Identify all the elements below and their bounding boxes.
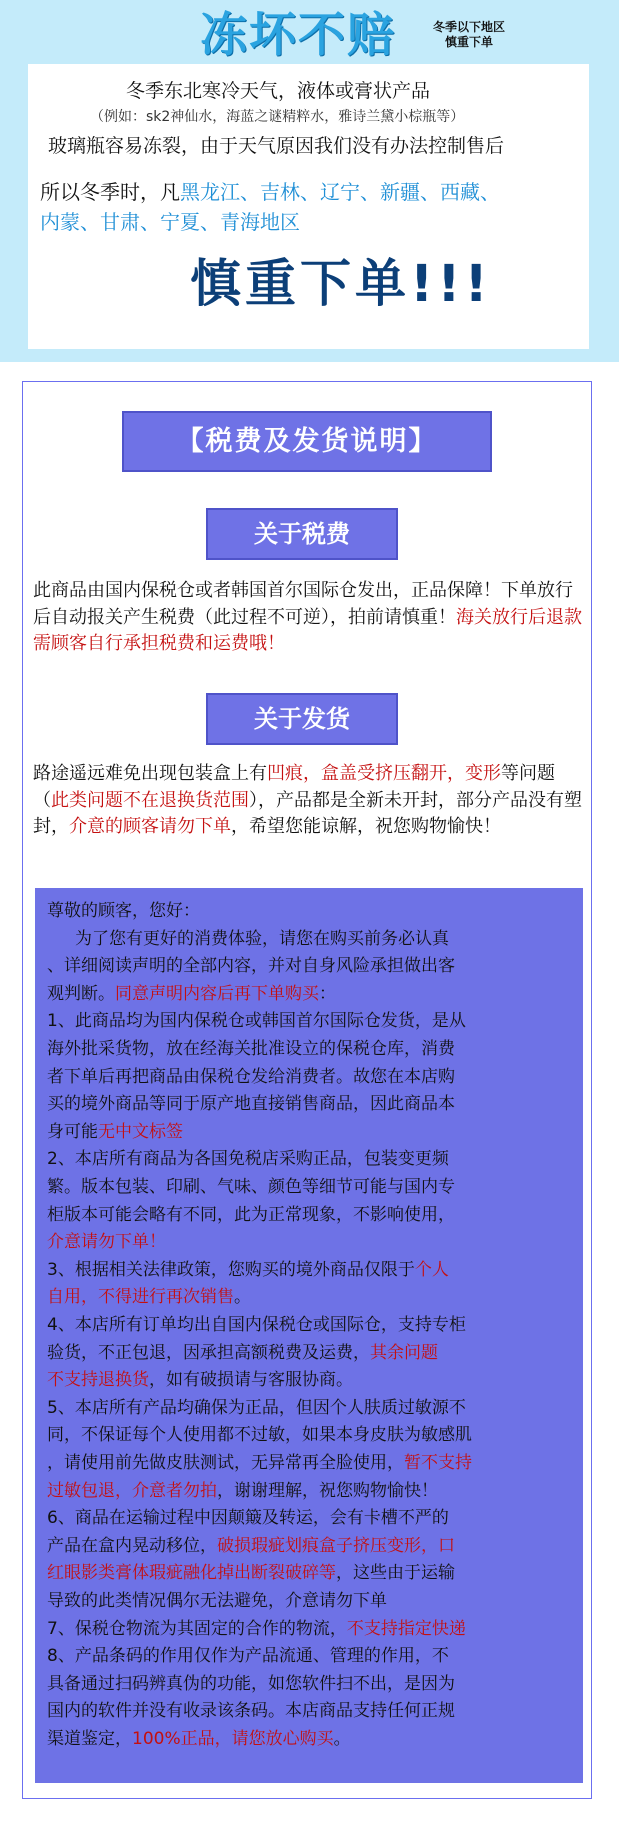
customer-notice-box (35, 888, 583, 1783)
notice-line (47, 981, 336, 1009)
tax-heading: 关于税费 (206, 508, 398, 560)
notice-text: 柜版本可能会略有不同，此为正常现象，不影响使用， (47, 1204, 455, 1225)
notice-highlight: 暂不支持 (404, 1453, 472, 1473)
warning-regions-line-2: 内蒙、甘肃、宁夏、青海地区 (40, 210, 300, 234)
notice-text: 为了您有更好的消费体验，请您在购买前务必认真 (75, 928, 449, 949)
notice-text: 6、商品在运输过程中因颠簸及转运，会有卡槽不严的 (47, 1508, 449, 1529)
notice-line (47, 1367, 353, 1395)
notice-text: 观判断。 (47, 983, 115, 1004)
notice-line (47, 953, 455, 981)
notice-highlight: 100%正品，请您放心购买 (132, 1729, 334, 1749)
notice-text: 繁。版本包装、印刷、气味、颜色等细节可能与国内专 (47, 1177, 455, 1197)
warning-line-3: 玻璃瓶容易冻裂，由于天气原因我们没有办法控制售后 (48, 135, 505, 157)
notice-line (47, 1422, 472, 1450)
notice-line (47, 1312, 466, 1340)
notice-line (47, 1202, 455, 1230)
notice-text: 2、本店所有商品为各国免税店采购正品，包装变更频 (47, 1149, 449, 1170)
notice-text: ： (319, 983, 336, 1004)
notice-text: 买的境外商品等同于原产地直接销售商品，因此商品本 (47, 1094, 455, 1115)
notice-line (47, 1643, 449, 1671)
ship-text-3: ），产品都是全新未开封，部分产品没有塑封， (33, 789, 582, 837)
notice-highlight: 个人 (414, 1259, 449, 1280)
freeze-warning-title: 冻坏不赔 (200, 8, 396, 63)
notice-highlight: 同意声明内容后再下单购买 (115, 983, 319, 1004)
ship-text-2: 等问题（ (33, 763, 555, 811)
notice-text: 国内的软件并没有收录该条码。本店商品支持任何正规 (47, 1701, 455, 1722)
warning-regions-line-1 (40, 176, 500, 205)
shipping-paragraph (33, 761, 585, 841)
notice-highlight: 红眼影类膏体瑕疵融化掉出断裂破碎等 (47, 1563, 336, 1584)
notice-line (47, 1450, 472, 1478)
notice-line (47, 1533, 455, 1561)
ship-text-4: ，希望您能谅解，祝您购物愉快！ (231, 816, 501, 837)
notice-text: 者下单后再把商品由保税仓发给消费者。故您在本店购 (47, 1066, 455, 1087)
notice-text: 海外批采货物，放在经海关批准设立的保税仓库，消费 (47, 1039, 455, 1059)
note-line-2: 慎重下单 (444, 35, 493, 49)
notice-text: 7、保税仓物流为其固定的合作的物流， (47, 1618, 347, 1639)
ship-damage-types: 凹痕，盒盖受挤压翻开，变形 (267, 763, 501, 784)
notice-line (47, 1036, 455, 1064)
notice-line (47, 1560, 455, 1588)
notice-line (47, 1671, 455, 1699)
note-line-1: 冬季以下地区 (432, 20, 505, 34)
tax-shipping-section (22, 381, 592, 1799)
notice-highlight: 自用，不得进行再次销售 (47, 1287, 234, 1308)
tax-shipping-banner: 【税费及发货说明】 (122, 411, 492, 472)
notice-text: 验货，不正包退，因承担高额税费及运费， (47, 1342, 370, 1363)
notice-line (47, 1395, 466, 1423)
notice-text: 。 (234, 1287, 251, 1308)
regions-prefix: 所以冬季时，凡 (40, 180, 180, 204)
notice-text: 同，不保证每个人使用都不过敏，如果本身皮肤为敏感肌 (47, 1425, 472, 1446)
notice-line (47, 1616, 466, 1644)
notice-line (47, 1340, 438, 1368)
notice-text: ，这些由于运输 (336, 1563, 455, 1584)
notice-line (47, 1284, 251, 1312)
ship-text-1: 路途遥远难免出现包装盒上有 (33, 763, 267, 784)
notice-line (75, 926, 449, 954)
notice-highlight: 不支持退换货 (47, 1370, 149, 1391)
notice-text: 具备通过扫码辨真伪的功能，如您软件扫不出，是因为 (47, 1673, 455, 1694)
notice-line (47, 1257, 449, 1285)
notice-text: 1、此商品均为国内保税仓或韩国首尔国际仓发货，是从 (47, 1011, 466, 1032)
winter-warning-card (28, 64, 589, 349)
notice-line (47, 1174, 455, 1202)
notice-line (47, 1698, 455, 1726)
notice-line (47, 1091, 455, 1119)
notice-text: 4、本店所有订单均出自国内保税仓或国际仓，支持专柜 (47, 1315, 466, 1335)
notice-highlight: 无中文标签 (98, 1121, 183, 1142)
notice-text: 、详细阅读声明的全部内容，并对自身风险承担做出客 (47, 956, 455, 977)
notice-highlight: 破损瑕疵划痕盒子挤压变形，口 (217, 1535, 455, 1556)
notice-highlight: 其余问题 (370, 1342, 438, 1363)
notice-line (47, 1478, 438, 1506)
notice-text: 8、产品条码的作用仅作为产品流通、管理的作用，不 (47, 1646, 449, 1667)
notice-text: ，谢谢理解，祝您购物愉快！ (217, 1480, 438, 1501)
notice-text: 身可能 (47, 1121, 98, 1142)
regions-list-1: 黑龙江、吉林、辽宁、新疆、西藏、 (180, 180, 500, 204)
notice-line (47, 1064, 455, 1092)
shipping-heading: 关于发货 (206, 693, 398, 745)
notice-highlight: 不支持指定快递 (346, 1618, 466, 1639)
winter-warning-panel (0, 0, 619, 362)
ship-no-return-note: 此类问题不在退换货范围 (51, 789, 249, 811)
tax-paragraph (33, 578, 585, 658)
tax-text: 此商品由国内保税仓或者韩国首尔国际仓发出，正品保障！下单放行后自动报关产生税费（此过程不可逆），拍前请慎重！ (33, 580, 573, 628)
notice-highlight: 介意请勿下单！ (47, 1232, 166, 1253)
notice-text: 产品在盒内晃动移位， (47, 1535, 217, 1556)
notice-highlight: 过敏包退，介意者勿拍 (47, 1480, 217, 1501)
notice-line (47, 1146, 449, 1174)
warning-examples: （例如：sk2神仙水，海蓝之谜精粹水，雅诗兰黛小棕瓶等） (90, 109, 465, 125)
ship-caution-note: 介意的顾客请勿下单 (69, 816, 231, 837)
notice-text: 。 (333, 1729, 351, 1749)
notice-text: 5、本店所有产品均确保为正品，但因个人肤质过敏源不 (47, 1397, 466, 1418)
notice-text: 渠道鉴定， (47, 1729, 132, 1749)
notice-text: ，请使用前先做皮肤测试，无异常再全脸使用， (47, 1453, 404, 1473)
notice-line (47, 1229, 166, 1257)
notice-text: 3、根据相关法律政策，您购买的境外商品仅限于 (47, 1259, 415, 1280)
notice-line (47, 1726, 351, 1754)
notice-line (47, 1588, 387, 1616)
notice-line (47, 1505, 449, 1533)
freeze-warning-note (424, 20, 514, 50)
notice-line (47, 1008, 466, 1036)
notice-text: ，如有破损请与客服协商。 (149, 1370, 353, 1391)
notice-line (47, 1119, 183, 1147)
warning-line-1: 冬季东北寒冷天气，液体或膏状产品 (126, 80, 431, 102)
caution-order-heading: 慎重下单!!! (190, 255, 492, 314)
tax-refund-warning: 海关放行后退款需顾客自行承担税费和运费哦！ (33, 606, 582, 654)
notice-text: 尊敬的顾客，您好： (47, 901, 200, 921)
notice-line (47, 898, 200, 926)
notice-text: 导致的此类情况偶尔无法避免，介意请勿下单 (47, 1591, 387, 1611)
